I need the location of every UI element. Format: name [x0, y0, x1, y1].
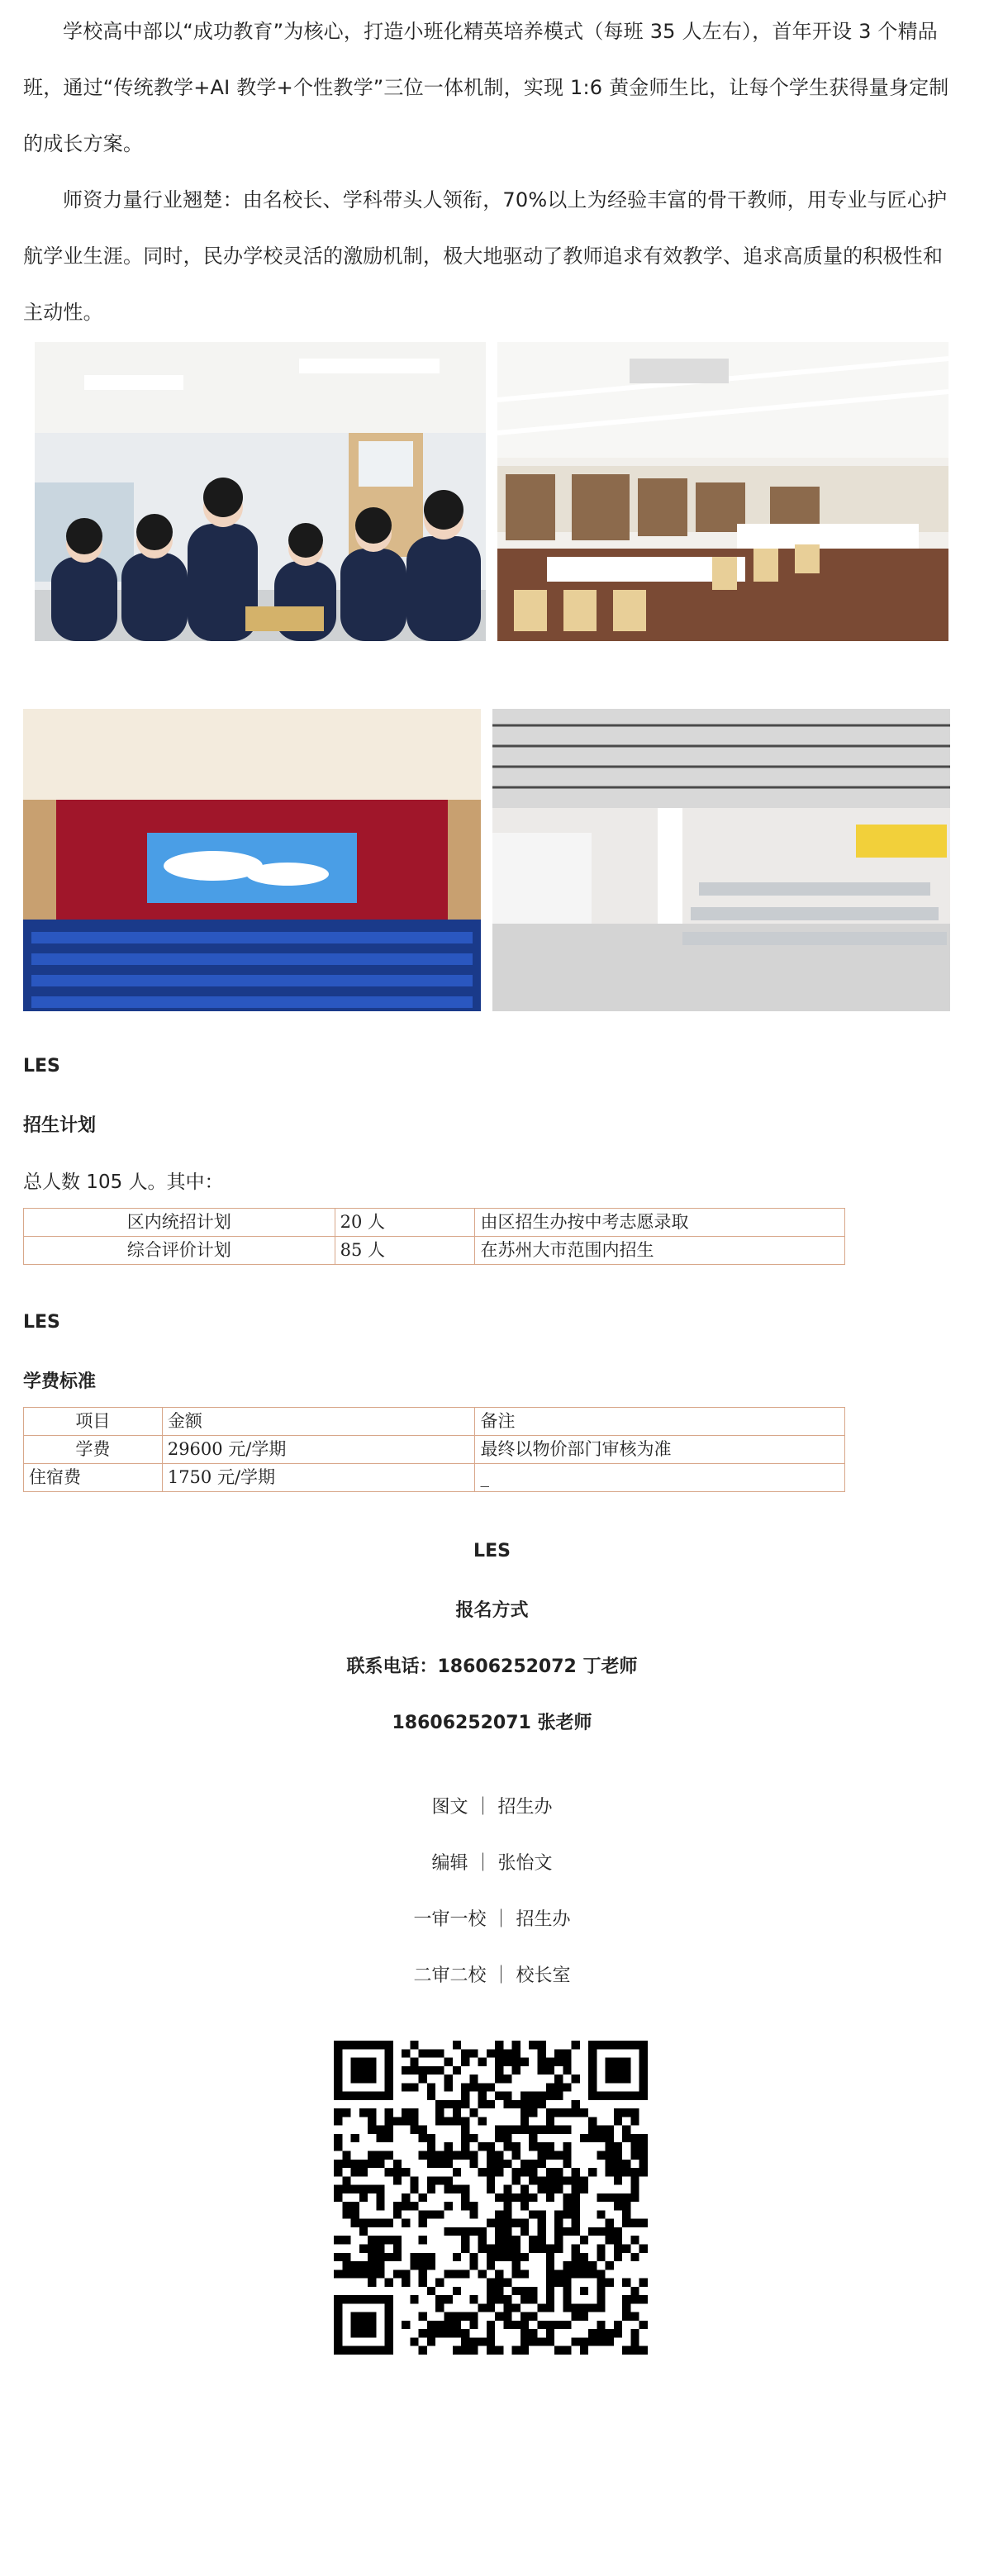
enroll-table	[23, 1208, 845, 1265]
intro-paragraph-1: 学校高中部以“成功教育”为核心，打造小班化精英培养模式（每班 35 人左右），首年开设 3 个精品班，通过“传统教学+AI 教学+个性教学”三位一体机制，实现 1:6 黄金师生比，让每个学生获得量身定制的成长方案。	[23, 20, 949, 155]
table-cell: _	[475, 1464, 845, 1492]
table-row	[24, 1237, 845, 1265]
table-cell: 1750 元/学期	[162, 1464, 475, 1492]
credit-review-1: 一审一校 ｜ 招生办	[413, 1909, 571, 1930]
photo-dining-hall	[492, 709, 950, 1011]
table-cell: 综合评价计划	[24, 1237, 335, 1265]
section-title-fees: 学费标准	[23, 1371, 97, 1392]
intro-paragraph-2: 师资力量行业翘楚：由名校长、学科带头人领衔，70%以上为经验丰富的骨干教师，用专业与匠心护航学业生涯。同时，民办学校灵活的激励机制，极大地驱动了教师追求有效教学、追求高质量的积极性和主动性。	[23, 188, 948, 324]
table-cell: 学费	[24, 1436, 163, 1464]
table-cell: 最终以物价部门审核为准	[475, 1436, 845, 1464]
fee-table	[23, 1407, 845, 1492]
section-title-enroll: 招生计划	[23, 1115, 97, 1136]
section-title-signup: 报名方式	[455, 1600, 529, 1621]
table-header-cell: 项目	[24, 1408, 163, 1436]
table-cell: 29600 元/学期	[162, 1436, 475, 1464]
section-tag-enroll: LES	[23, 1056, 60, 1077]
signup-phone-2: 18606252071 张老师	[392, 1713, 592, 1733]
qr-code-image	[334, 2041, 648, 2355]
credit-photo-text: 图文 ｜ 招生办	[431, 1797, 553, 1818]
credit-editor: 编辑 ｜ 张怡文	[431, 1853, 553, 1874]
qr-code[interactable]	[334, 2041, 648, 2355]
table-row	[24, 1209, 845, 1237]
table-header-cell: 备注	[475, 1408, 845, 1436]
table-header-cell: 金额	[162, 1408, 475, 1436]
table-cell: 20 人	[335, 1209, 475, 1237]
photo-library	[497, 342, 948, 641]
credit-review-2: 二审二校 ｜ 校长室	[413, 1965, 571, 1986]
table-cell: 由区招生办按中考志愿录取	[475, 1209, 845, 1237]
section-tag-fees: LES	[23, 1312, 60, 1333]
table-cell: 住宿费	[24, 1464, 163, 1492]
table-row	[24, 1464, 845, 1492]
enroll-total: 总人数 105 人。其中：	[23, 1172, 224, 1193]
table-cell: 在苏州大市范围内招生	[475, 1237, 845, 1265]
photo-auditorium	[23, 709, 481, 1011]
section-tag-signup: LES	[473, 1541, 511, 1561]
table-header-row	[24, 1408, 845, 1436]
table-row	[24, 1436, 845, 1464]
table-cell: 85 人	[335, 1237, 475, 1265]
signup-phone-1: 联系电话：18606252072 丁老师	[346, 1656, 638, 1677]
table-cell: 区内统招计划	[24, 1209, 335, 1237]
photo-students-classroom	[35, 342, 486, 641]
